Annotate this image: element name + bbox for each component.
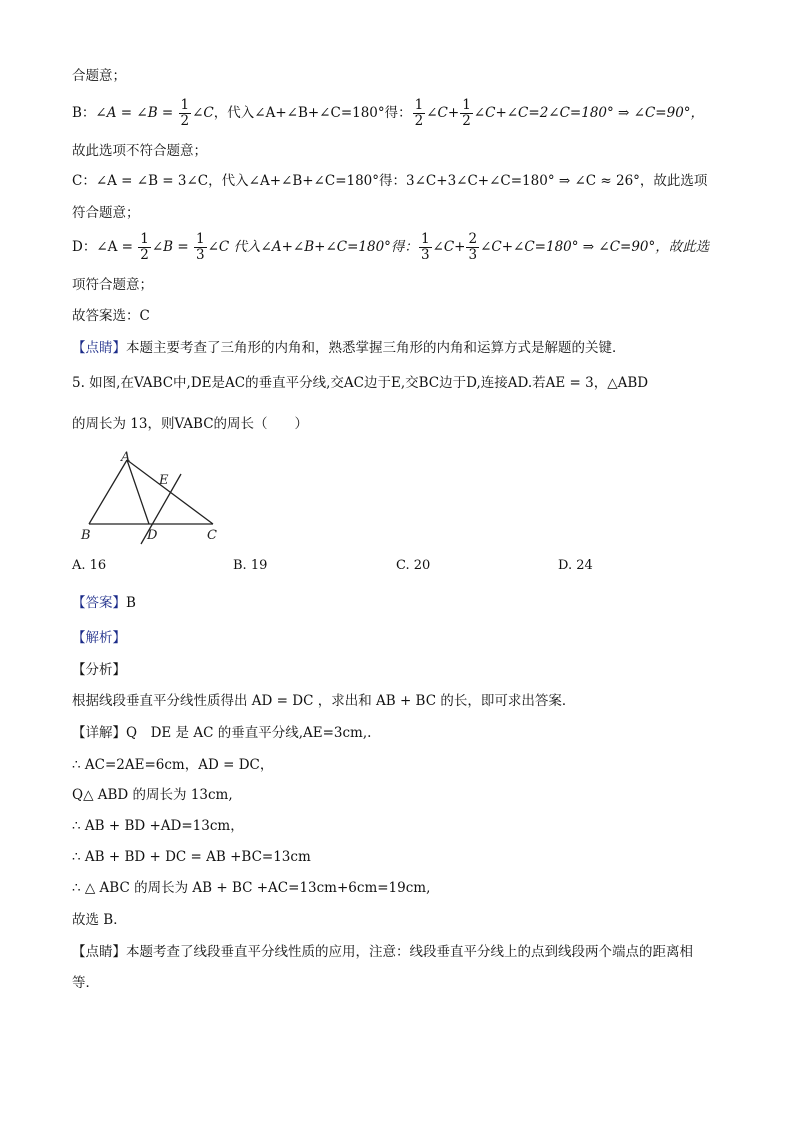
fraction: $\frac{1}{3}$ (420, 231, 430, 263)
dianjing-section-cont: 等． (72, 975, 99, 991)
text-line: 故此选项不符合题意； (72, 143, 207, 159)
detail-line-7: 故选 B． (72, 912, 127, 928)
detail-line-6: ∴ △ ABC 的周长为 AB + BC +AC=13cm+6cm=19cm, (72, 880, 431, 896)
detail-line-5: ∴ AB + BD + DC = AB +BC=13cm (72, 849, 311, 865)
option-a: A. 16 (72, 558, 107, 573)
label-a: A (121, 450, 131, 465)
fraction: $\frac{1}{2}$ (180, 97, 190, 129)
label-e: E (159, 473, 169, 488)
dianjing-line: 【点睛】本题主要考查了三角形的内角和，熟悉掌握三角形的内角和运算方式是解题的关键． (72, 340, 626, 356)
option-c-explanation: C：∠A = ∠B = 3∠C，代入∠A+∠B+∠C=180°得：3∠C+3∠C+∠C=180° ⇒ ∠C ≈ 26°，故此选项 (72, 173, 708, 189)
detail-line-4: ∴ AB + BD +AD=13cm， (72, 818, 244, 834)
segment-ad (127, 460, 149, 524)
option-d: D. 24 (558, 558, 593, 573)
text-line: 合题意； (72, 68, 126, 84)
answer-line: 故答案选：C (72, 308, 150, 324)
analysis-heading: 【解析】 (72, 630, 126, 646)
option-b: B. 19 (233, 558, 268, 573)
fenxi-heading: 【分析】 (72, 662, 126, 678)
triangle-figure (75, 448, 245, 548)
dianjing-section: 【点睛】本题考查了线段垂直平分线性质的应用，注意：线段垂直平分线上的点到线段两个端点的距离相 (72, 944, 693, 960)
side-ab (89, 460, 127, 524)
detail-line-1: 【详解】Q DE 是 AC 的垂直平分线,AE=3cm,. (72, 725, 372, 741)
question-5-stem-cont: 的周长为 13，则VABC的周长（ ） (72, 416, 309, 432)
option-c: C. 20 (396, 558, 431, 573)
question-5-stem: 5. 如图,在VABC中,DE是AC的垂直平分线,交AC边于E,交BC边于D,连接AD.若AE = 3，△ABD (72, 375, 649, 391)
fraction: $\frac{1}{2}$ (462, 97, 471, 129)
text-line: 符合题意； (72, 205, 140, 221)
label-c: C (207, 528, 217, 543)
detail-line-3: Q△ ABD 的周长为 13cm, (72, 787, 233, 803)
fraction: $\frac{2}{3}$ (468, 231, 478, 263)
fraction: $\frac{1}{2}$ (414, 97, 424, 129)
fraction: $\frac{1}{3}$ (196, 231, 205, 263)
detail-line-2: ∴ AC=2AE=6cm，AD = DC， (72, 757, 274, 773)
fraction: $\frac{1}{2}$ (140, 231, 149, 263)
text-line: 项符合题意； (72, 277, 153, 293)
option-d-explanation: D：∠A = $\frac{1}{2}$ ∠B = $\frac{1}{3}$ ∠C 代入∠A+∠B+∠C=180°得： $\frac{1}{3}$ ∠C+ $\frac{2}{3}$ ∠C+∠C=180° ⇒ ∠C=90°，故此选 (72, 231, 710, 263)
label-b: B (81, 528, 91, 543)
label-d: D (147, 528, 158, 543)
option-b-explanation: B：∠A = ∠B = $\frac{1}{2}$ ∠C，代入∠A+∠B+∠C=180°得： $\frac{1}{2}$ ∠C+ $\frac{1}{2}$ ∠C+∠C=2∠C=180° ⇒ ∠C=90°， (72, 97, 705, 129)
answer-section: 【答案】B (72, 595, 136, 611)
fenxi-text: 根据线段垂直平分线性质得出 AD = DC ，求出和 AB + BC 的长，即可求出答案． (72, 693, 576, 709)
